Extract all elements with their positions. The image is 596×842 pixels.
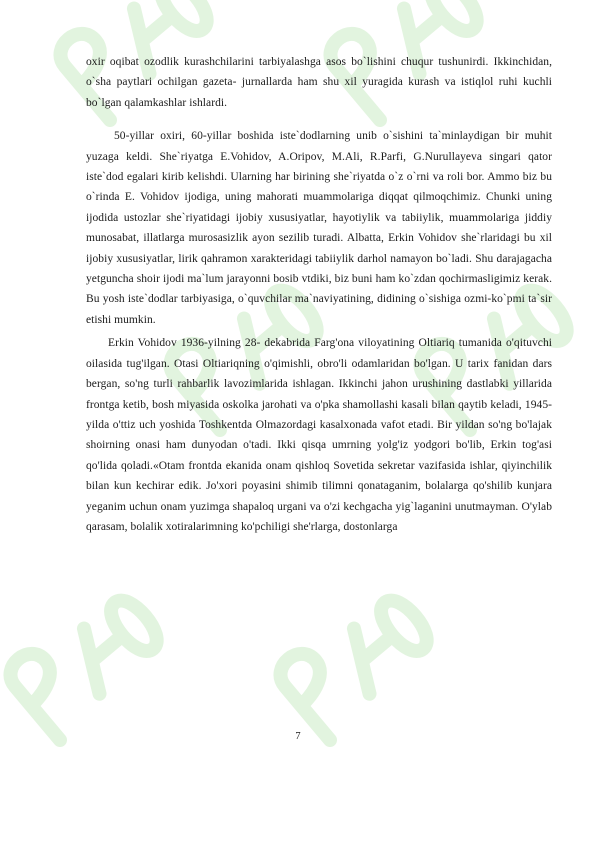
paragraph-3: Erkin Vohidov 1936-yilning 28- dekabrida Farg'ona viloyatining Oltiariq tumanida o'qituvchi oilasida tug'ilgan. Otasi Oltiariqning o'qimishli, obro'li odamlaridan bo'lgan. U tarix fanidan dars bergan, so'ng turli rahbarlik lavozimlarida ishlagan. Ikkinchi jahon urushining dastlabki yillarida frontga ketib, bosh miyasida oskolka jarohati va o'pka shamollashi kasali bilan qaytib keladi, 1945- yilda o'ttiz uch yoshida Toshkentda Olmazordagi kasalxonada vafot etadi. Bir yildan so'ng bo'lajak shoirning onasi ham dunyodan o'tadi. Ikki qisqa umrning yolg'iz yodgori bo'lib, Erkin tog'asi qo'lida qoladi.«Otam frontda ekanida onam qishloq Sovetida sekretar vazifasida ishlar, qiyinchilik bilan kun kechirar edik. Jo'xori poyasini shimib tilimni qonataganim, bolalarga qo'shilib kunjara yeganim uchun onam yuzimga shapaloq urgani va o'zi kechgacha yig`laganini unutmayman. O'ylab qarasam, bolalik xotiralarimning ko'pchiligi she'rlarga, dostonlarga (86, 337, 552, 533)
watermark-glyph (273, 579, 441, 740)
paragraph-2: 50-yillar oxiri, 60-yillar boshida iste`dodlarning unib o`sishini ta`minlaydigan bir muhit yuzaga keldi. She`riyatga E.Vohidov, A.Oripov, M.Ali, R.Parfi, G.Nurullayeva singari qator iste`dod egalari kirib kelishdi. Ularning har birining she`riyatda o`z o`rni va roli bor. Ammo biz bu o`rinda E. Vohidov ijodiga, uning mahorati muammolariga diqqat qilmoqchimiz. Chunki uning ijodida ustozlar she`riyatidagi ijobiy xususiyatlar, hayotiylik va tabiiylik, muammolariga jiddiy munosabat, illatlarga murosasizlik ayon sezilib turadi. Albatta, Erkin Vohidov she`rlaridagi bu xil ijobiy xususiyatlar, lirik qahramon xarakteridagi tabiiylik darhol namayon bo`ladi. Shu darajagacha yetguncha shoir ijodi ma`lum jarayonni bosib vtdiki, biz buni ham ko`zdan qochirmasligimiz kerak. Bu yosh iste`dodlar tarbiyasiga, o`quvchilar ma`naviyatining, didining o`sishiga ozmi-ko`pmi ta`sir etishi mumkin. (86, 130, 552, 326)
watermark-glyph (3, 579, 171, 740)
paragraph-1: oxir oqibat ozodlik kurashchilarini tarbiyalashga asos bo`lishini chuqur tushunirdi. Ikkinchidan, o`sha paytlari ochilgan gazeta- jurnallarda ham shu xil yuragida kurash va istiqlol ruhi kuchli bo`lgan qalamkashlar ishlardi. (86, 56, 552, 109)
page-number: 7 (295, 731, 301, 742)
body-text (86, 52, 552, 537)
